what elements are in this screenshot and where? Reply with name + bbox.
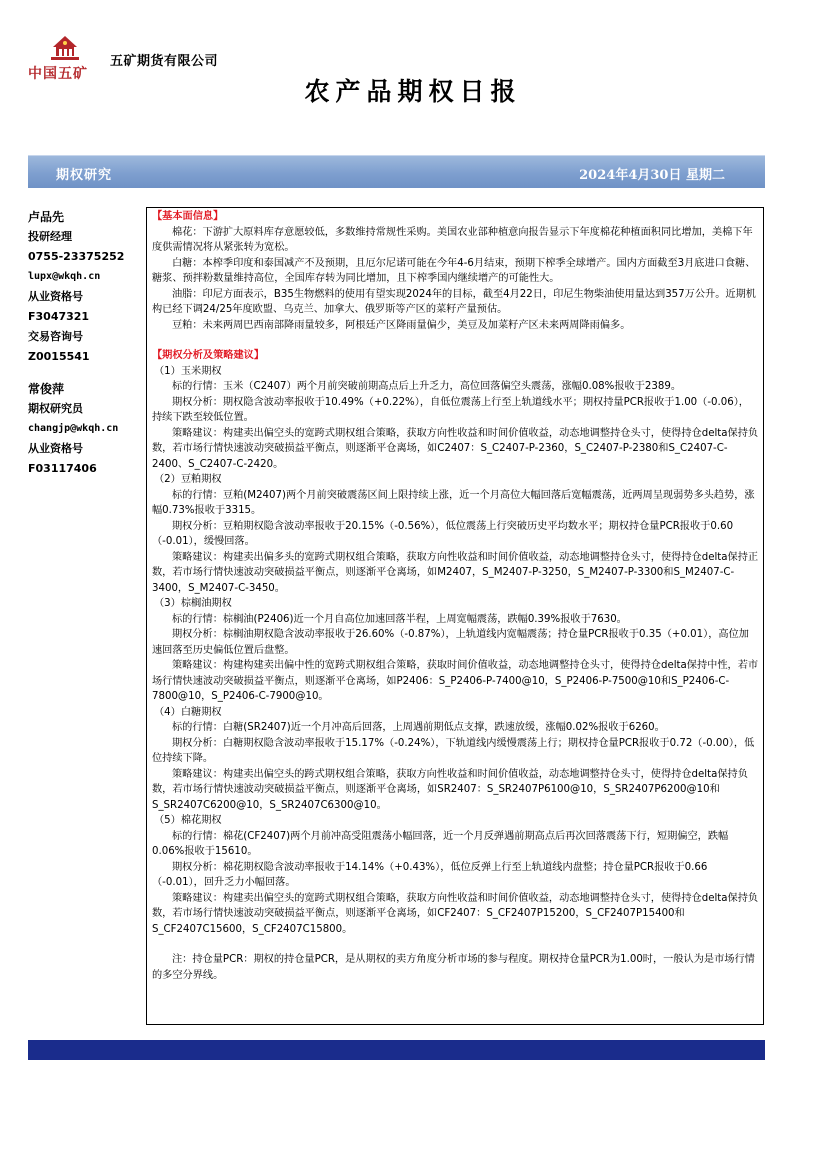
analyst-name: 常俊萍 (28, 382, 65, 396)
section-heading-strategy: 【期权分析及策略建议】 (152, 350, 265, 361)
analyst-role: 投研经理 (28, 230, 72, 243)
subsection-title-palm: （3）棕榈油期权 (154, 598, 232, 609)
paragraph-sugar-strategy: 策略建议：构建卖出偏空头的跨式期权组合策略，获取方向性收益和时间价值收益，动态地调整持仓头寸，使得持仓delta保持负数，若市场行情快速波动突破损益平衡点，则逐渐平仓离场，如SR2407：S_SR2407P6100@10，S_SR2407P6200@10和S_SR2407C6200@10，S_SR2407C6300@10。 (152, 768, 748, 811)
subsection-title-sugar: （4）白糖期权 (154, 706, 222, 718)
consulting-label: 交易咨询号 (28, 330, 83, 343)
paragraph-soymeal-strategy: 策略建议：构建卖出偏多头的宽跨式期权组合策略，获取方向性收益和时间价值收益，动态地调整持仓头寸，使得持仓delta保持正数，若市场行情快速波动突破损益平衡点，则逐渐平仓离场，如M2407，S_M2407-P-3250，S_M2407-P-3300和S_M2407-C-3400，S_M2407-C-3450。 (152, 551, 759, 594)
paragraph-corn-trend: 标的行情：玉米（C2407）两个月前突破前期高点后上升乏力，高位回落偏空头震荡，涨幅0.08%报收于2389。 (172, 381, 682, 392)
band-category: 期权研究 (56, 168, 113, 183)
paragraph-palm-strategy: 策略建议：构建构建卖出偏中性的宽跨式期权组合策略，获取时间价值收益，动态地调整持仓头寸，使得持仓delta保持中性，若市场行情快速波动突破损益平衡点，则逐渐平仓离场，如P2406：S_P2406-P-7400@10，S_P2406-P-7500@10和S_P2406-C-7800@10，S_P2406-C-7900@10。 (152, 660, 759, 702)
paragraph-sugar-trend: 标的行情：白糖(SR2407)近一个月冲高后回落，上周遇前期低点支撑，跌速放缓，涨幅0.02%报收于6260。 (172, 722, 665, 733)
paragraph-sugar-analysis: 期权分析：白糖期权隐含波动率报收于15.17%（-0.24%），下轨道线内缓慢震荡上行；期权持仓量PCR报收于0.72（-0.00），低位持续下降。 (152, 737, 755, 764)
paragraph-soymeal-trend: 标的行情：豆粕(M2407)两个月前突破震荡区间上限持续上涨，近一个月高位大幅回落后宽幅震荡，近两周呈现弱势多头趋势，涨幅0.73%报收于3315。 (152, 489, 755, 516)
paragraph-cotton-strategy: 策略建议：构建卖出偏空头的宽跨式期权组合策略，获取方向性收益和时间价值收益，动态地调整持仓头寸，使得持仓delta保持负数，若市场行情快速波动突破损益平衡点，则逐渐平仓离场，如CF2407：S_CF2407P15200，S_CF2407P15400和S_CF2407C15600，S_CF2407C15800。 (152, 892, 759, 935)
analyst-name: 卢品先 (28, 210, 65, 224)
paragraph-oils-fundamentals: 油脂：印尼方面表示，B35生物燃料的使用有望实现2024年的目标，截至4月22日，印尼生物柴油使用量达到357万公升。近期机构已经下调24/25年度欧盟、乌克兰、加拿大、俄罗斯等产区的菜籽产量预估。 (152, 288, 756, 315)
analyst-email[interactable]: changjp@wkqh.cn (28, 423, 119, 434)
paragraph-corn-analysis: 期权分析：期权隐含波动率报收于10.49%（+0.22%），自低位震荡上行至上轨道线水平；期权持量PCR报收于1.00（-0.06），持续下跌至较低位置。 (152, 396, 749, 423)
analyst-panel (28, 207, 146, 479)
logo-text: 中国五矿 (28, 66, 88, 82)
footnote-pcr: 注：持仓量PCR：期权的持仓量PCR，是从期权的卖方角度分析市场的参与程度。期权持仓量PCR为1.00时，一般认为是市场行情的多空分界线。 (152, 954, 755, 981)
subsection-title-soymeal: （2）豆粕期权 (154, 474, 222, 485)
analyst-email[interactable]: lupx@wkqh.cn (28, 271, 101, 282)
qualification-label: 从业资格号 (28, 290, 83, 303)
qualification-number: F3047321 (28, 310, 90, 323)
page-title: 农产品期权日报 (304, 77, 522, 106)
paragraph-cotton-analysis: 期权分析：棉花期权隐含波动率报收于14.14%（+0.43%），低位反弹上行至上轨道线内盘整；持仓量PCR报收于0.66（-0.01），回升乏力小幅回落。 (152, 861, 708, 888)
report-date: 2024年4月30日 星期二 (579, 168, 725, 183)
paragraph-cotton-fundamentals: 棉花：下游扩大原料库存意愿较低，多数维持常规性采购。美国农业部种植意向报告显示下年度棉花种植面积同比增加，美棉下年度供需情况将从紧张转为宽松。 (152, 226, 753, 253)
subsection-title-cotton: （5）棉花期权 (154, 815, 222, 826)
analyst-phone: 0755-23375252 (28, 250, 125, 263)
paragraph-soymeal-analysis: 期权分析：豆粕期权隐含波动率报收于20.15%（-0.56%），低位震荡上行突破历史平均数水平；期权持仓量PCR报收于0.60（-0.01），缓慢回落。 (152, 520, 734, 547)
analyst-role: 期权研究员 (28, 402, 83, 415)
qualification-label: 从业资格号 (28, 442, 83, 455)
paragraph-palm-trend: 标的行情：棕榈油(P2406)近一个月自高位加速回落半程，上周宽幅震荡，跌幅0.39%报收于7630。 (172, 613, 627, 625)
paragraph-cotton-trend: 标的行情：棉花(CF2407)两个月前冲高受阻震荡小幅回落，近一个月反弹遇前期高点后再次回落震荡下行，短期偏空，跌幅0.06%报收于15610。 (152, 830, 729, 857)
paragraph-corn-strategy: 策略建议：构建卖出偏空头的宽跨式期权组合策略，获取方向性收益和时间价值收益，动态地调整持仓头寸，使得持仓delta保持负数，若市场行情快速波动突破损益平衡点，则逐渐平仓离场，如C2407：S_C2407-P-2360，S_C2407-P-2380和S_C2407-C-2400、S_C2407-C-2420。 (152, 427, 759, 470)
company-name: 五矿期货有限公司 (110, 54, 219, 69)
subsection-title-corn: （1）玉米期权 (154, 365, 222, 377)
section-band (28, 155, 765, 188)
report-body (146, 207, 764, 1025)
paragraph-soymeal-fundamentals: 豆粕：未来两周巴西南部降雨量较多，阿根廷产区降雨量偏少，美豆及加菜籽产区未来两周降雨偏多。 (172, 319, 631, 331)
qualification-number: F03117406 (28, 462, 97, 475)
section-heading-fundamentals: 【基本面信息】 (152, 211, 224, 222)
minmetals-emblem-icon (45, 33, 85, 63)
paragraph-palm-analysis: 期权分析：棕榈油期权隐含波动率报收于26.60%（-0.87%），上轨道线内宽幅震荡；持仓量PCR报收于0.35（+0.01），高位加速回落至历史偏低位置后盘整。 (152, 629, 749, 656)
consulting-number: Z0015541 (28, 350, 90, 363)
paragraph-sugar-fundamentals: 白糖：本榨季印度和泰国减产不及预期，且厄尔尼诺可能在今年4-6月结束，预期下榨季全球增产。国内方面截至3月底进口食糖、糖浆、预拌粉数量维持高位，全国库存转为同比增加，且下榨季国内继续增产的可能性大。 (152, 257, 756, 284)
footer-band (28, 1040, 765, 1060)
